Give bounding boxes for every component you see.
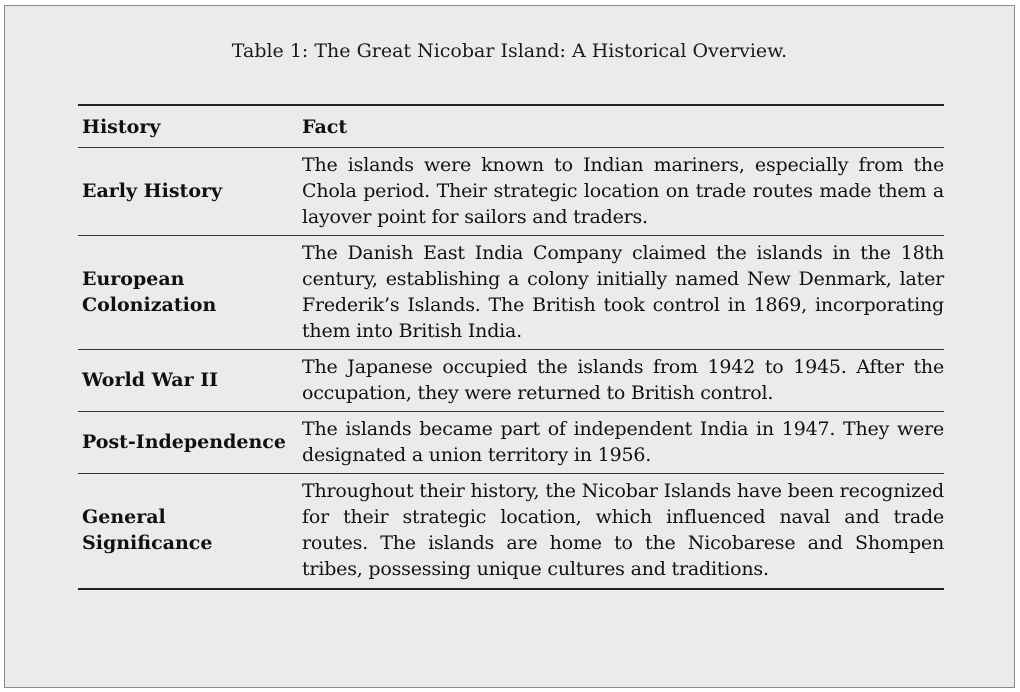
history-cell: World War II xyxy=(78,350,298,412)
fact-cell: The islands were known to Indian mariners, especially from the Chola period. Their strategic location on trade routes made them a layover point for sailors and traders. xyxy=(298,148,944,236)
table-row xyxy=(78,474,944,590)
column-header-fact: Fact xyxy=(298,105,944,148)
history-cell: General Significance xyxy=(78,474,298,590)
history-cell: Early History xyxy=(78,148,298,236)
fact-cell: The islands became part of independent India in 1947. They were designated a union territory in 1956. xyxy=(298,412,944,474)
history-table xyxy=(78,104,944,590)
fact-cell: The Japanese occupied the islands from 1942 to 1945. After the occupation, they were returned to British control. xyxy=(298,350,944,412)
column-header-history: History xyxy=(78,105,298,148)
table-row xyxy=(78,350,944,412)
table-row xyxy=(78,148,944,236)
history-cell: European Colonization xyxy=(78,236,298,350)
fact-cell: Throughout their history, the Nicobar Islands have been recognized for their strategic location, which influenced naval and trade routes. The islands are home to the Nicobarese and Shompen tribes, possessing unique cultures and traditions. xyxy=(298,474,944,590)
table-row xyxy=(78,236,944,350)
table-row xyxy=(78,412,944,474)
history-cell: Post-Independence xyxy=(78,412,298,474)
fact-cell: The Danish East India Company claimed the islands in the 18th century, establishing a colony initially named New Denmark, later Frederik’s Islands. The British took control in 1869, incorporating them into British India. xyxy=(298,236,944,350)
page-frame xyxy=(4,5,1015,688)
table-header-row xyxy=(78,105,944,148)
table-caption: Table 1: The Great Nicobar Island: A Historical Overview. xyxy=(231,40,788,62)
